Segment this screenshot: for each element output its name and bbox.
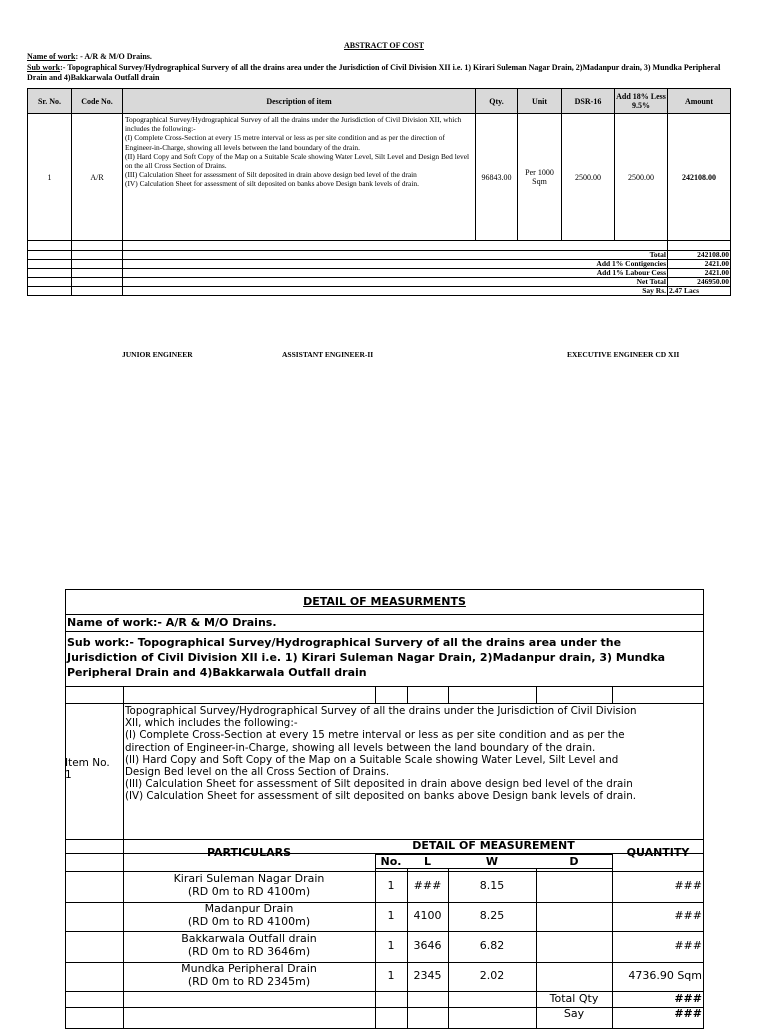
row-qty: ### bbox=[674, 879, 702, 892]
row-l: 3646 bbox=[413, 939, 442, 952]
header-add18: Add 18% Less 9.5% bbox=[615, 89, 668, 114]
particular-name: Madanpur Drain bbox=[204, 902, 294, 915]
name-of-work-label: Name of work bbox=[27, 52, 76, 61]
item-desc-line: XII, which includes the following:- bbox=[125, 717, 298, 730]
header-detail-of-measurement: DETAIL OF MEASUREMENT bbox=[412, 839, 575, 852]
header-w: W bbox=[485, 855, 499, 868]
particular-mundka bbox=[123, 962, 375, 988]
sub-work bbox=[27, 63, 732, 83]
abstract-table bbox=[27, 88, 731, 296]
header-unit: Unit bbox=[518, 89, 562, 114]
row-amount: 242108.00 bbox=[668, 114, 731, 241]
description-line: (III) Calculation Sheet for assessment of Silt deposited in drain above design bed level of the drain bbox=[125, 170, 417, 180]
name-of-work-value: : - A/R & M/O Drains. bbox=[75, 52, 152, 61]
detail-name-of-work: Name of work:- A/R & M/O Drains. bbox=[67, 616, 277, 629]
total-value: 242108.00 bbox=[668, 251, 731, 260]
sub-work-line: Jurisdiction of Civil Division XII i.e. 1) Kirari Suleman Nagar Drain, 2)Madanpur drain, 3) Mundka bbox=[67, 651, 666, 664]
particular-range: (RD 0m to RD 4100m) bbox=[187, 915, 311, 928]
row-w: 8.25 bbox=[479, 909, 505, 922]
net-total-row bbox=[28, 278, 731, 287]
row-w: 2.02 bbox=[479, 969, 505, 982]
row-unit: Per 1000 Sqm bbox=[518, 114, 562, 241]
say-value: 2.47 Lacs bbox=[668, 287, 731, 296]
description-line: (IV) Calculation Sheet for assessment of silt deposited on banks above Design bank levels of drain. bbox=[125, 179, 419, 189]
total-qty-value: ### bbox=[674, 992, 702, 1005]
header-d: D bbox=[569, 855, 579, 868]
header-amount: Amount bbox=[668, 89, 731, 114]
row-dsr: 2500.00 bbox=[562, 114, 615, 241]
signature-executive-engineer: EXECUTIVE ENGINEER CD XII bbox=[567, 350, 680, 359]
particular-madanpur bbox=[123, 902, 375, 928]
sub-work-label: Sub work bbox=[27, 63, 61, 72]
table-row bbox=[28, 114, 731, 241]
row-qty: ### bbox=[674, 939, 702, 952]
total-qty-label: Total Qty bbox=[549, 992, 599, 1005]
particular-name: Mundka Peripheral Drain bbox=[181, 962, 317, 975]
particular-name: Bakkarwala Outfall drain bbox=[181, 932, 317, 945]
header-qty: Qty. bbox=[476, 89, 518, 114]
contingencies-value: 2421.00 bbox=[668, 260, 731, 269]
say-label: Say bbox=[563, 1007, 585, 1020]
item-no-text: Item No. bbox=[65, 757, 110, 769]
row-l: 2345 bbox=[413, 969, 442, 982]
header-dsr: DSR-16 bbox=[562, 89, 615, 114]
row-w: 8.15 bbox=[479, 879, 505, 892]
row-description bbox=[123, 114, 476, 241]
particular-name: Kirari Suleman Nagar Drain bbox=[173, 872, 325, 885]
description-line: Topographical Survey/Hydrographical Survey of all the drains under the Jurisdiction of Civil Division XII, which includes the following:- bbox=[125, 115, 462, 134]
row-no: 1 bbox=[387, 939, 395, 952]
particular-kirari bbox=[123, 872, 375, 898]
signature-assistant-engineer: ASSISTANT ENGINEER-II bbox=[282, 350, 374, 359]
item-desc-line: (IV) Calculation Sheet for assessment of silt deposited on banks above Design bank levels of drain. bbox=[125, 790, 637, 803]
item-no-number: 1 bbox=[65, 769, 72, 781]
item-description bbox=[125, 705, 637, 803]
abstract-title: ABSTRACT OF COST bbox=[343, 41, 425, 50]
detail-of-measurements-section bbox=[65, 589, 704, 1024]
description-line: (II) Hard Copy and Soft Copy of the Map on a Suitable Scale showing Water Level, Silt Level and Design Bed level on the all Cross Section of Drains. bbox=[125, 151, 470, 171]
labour-cess-value: 2421.00 bbox=[668, 269, 731, 278]
detail-title: DETAIL OF MEASURMENTS bbox=[303, 595, 466, 608]
row-no: 1 bbox=[387, 969, 395, 982]
sub-work-line: Sub work:- Topographical Survey/Hydrographical Survery of all the drains area under the bbox=[67, 636, 622, 649]
header-sr-no: Sr. No. bbox=[28, 89, 72, 114]
net-total-label: Net Total bbox=[123, 278, 668, 287]
say-label: Say Rs. bbox=[123, 287, 668, 296]
item-desc-line: (I) Complete Cross-Section at every 15 metre interval or less as per site condition and as per the bbox=[125, 729, 625, 742]
detail-sub-work bbox=[67, 635, 665, 680]
particular-bakkarwala bbox=[123, 932, 375, 958]
row-l: 4100 bbox=[413, 909, 442, 922]
item-desc-line: (III) Calculation Sheet for assessment of Silt deposited in drain above design bed level of the drain bbox=[125, 778, 633, 791]
net-total-value: 246950.00 bbox=[668, 278, 731, 287]
contingencies-label: Add 1% Contigencies bbox=[123, 260, 668, 269]
labour-cess-row bbox=[28, 269, 731, 278]
signature-junior-engineer: JUNIOR ENGINEER bbox=[122, 350, 193, 359]
row-l: ### bbox=[413, 879, 442, 892]
header-l: L bbox=[423, 855, 431, 868]
header-description: Description of item bbox=[123, 89, 476, 114]
item-desc-line: Design Bed level on the all Cross Section of Drains. bbox=[125, 766, 390, 779]
item-desc-line: direction of Engineer-in-Charge, showing all levels between the land boundary of the drain. bbox=[125, 741, 596, 754]
particular-range: (RD 0m to RD 3646m) bbox=[187, 945, 311, 958]
particular-range: (RD 0m to RD 4100m) bbox=[187, 885, 311, 898]
sub-work-value: :- Topographical Survey/Hydrographical Survery of all the drains area under the Jurisdiction of Civil Division XII i.e. 1) Kirari Suleman Nagar Drain, 2)Madanpur drain, 3) Mundka Peripheral Drain and 4)Bakkarwala Outfall drain bbox=[27, 63, 721, 82]
row-no: 1 bbox=[387, 879, 395, 892]
header-quantity: QUANTITY bbox=[626, 846, 690, 859]
row-sr-no: 1 bbox=[28, 114, 72, 241]
row-qty: ### bbox=[674, 909, 702, 922]
row-code-no: A/R bbox=[72, 114, 123, 241]
say-value: ### bbox=[674, 1007, 702, 1020]
particular-range: (RD 0m to RD 2345m) bbox=[187, 975, 311, 988]
total-label: Total bbox=[123, 251, 668, 260]
row-w: 6.82 bbox=[479, 939, 505, 952]
row-qty: 96843.00 bbox=[476, 114, 518, 241]
say-row bbox=[28, 287, 731, 296]
item-no-label bbox=[65, 757, 110, 781]
row-qty: 4736.90 Sqm bbox=[628, 969, 702, 982]
item-desc-line: Topographical Survey/Hydrographical Survey of all the drains under the Jurisdiction of Civil Division bbox=[125, 705, 637, 717]
row-add18: 2500.00 bbox=[615, 114, 668, 241]
description-line: (I) Complete Cross-Section at every 15 metre interval or less as per site condition and as per the direction of Engineer-in-Charge, showing all levels between the land boundary of the drain. bbox=[125, 133, 445, 152]
header-no: No. bbox=[380, 855, 402, 868]
name-of-work bbox=[27, 52, 152, 61]
header-particulars: PARTICULARS bbox=[206, 846, 292, 859]
abstract-header-row bbox=[28, 89, 731, 114]
item-desc-line: (II) Hard Copy and Soft Copy of the Map on a Suitable Scale showing Water Level, Silt Level and bbox=[125, 753, 619, 766]
spacer-row bbox=[28, 241, 731, 251]
sub-work-line: Peripheral Drain and 4)Bakkarwala Outfall drain bbox=[67, 666, 367, 679]
labour-cess-label: Add 1% Labour Cess bbox=[123, 269, 668, 278]
row-no: 1 bbox=[387, 909, 395, 922]
header-code-no: Code No. bbox=[72, 89, 123, 114]
